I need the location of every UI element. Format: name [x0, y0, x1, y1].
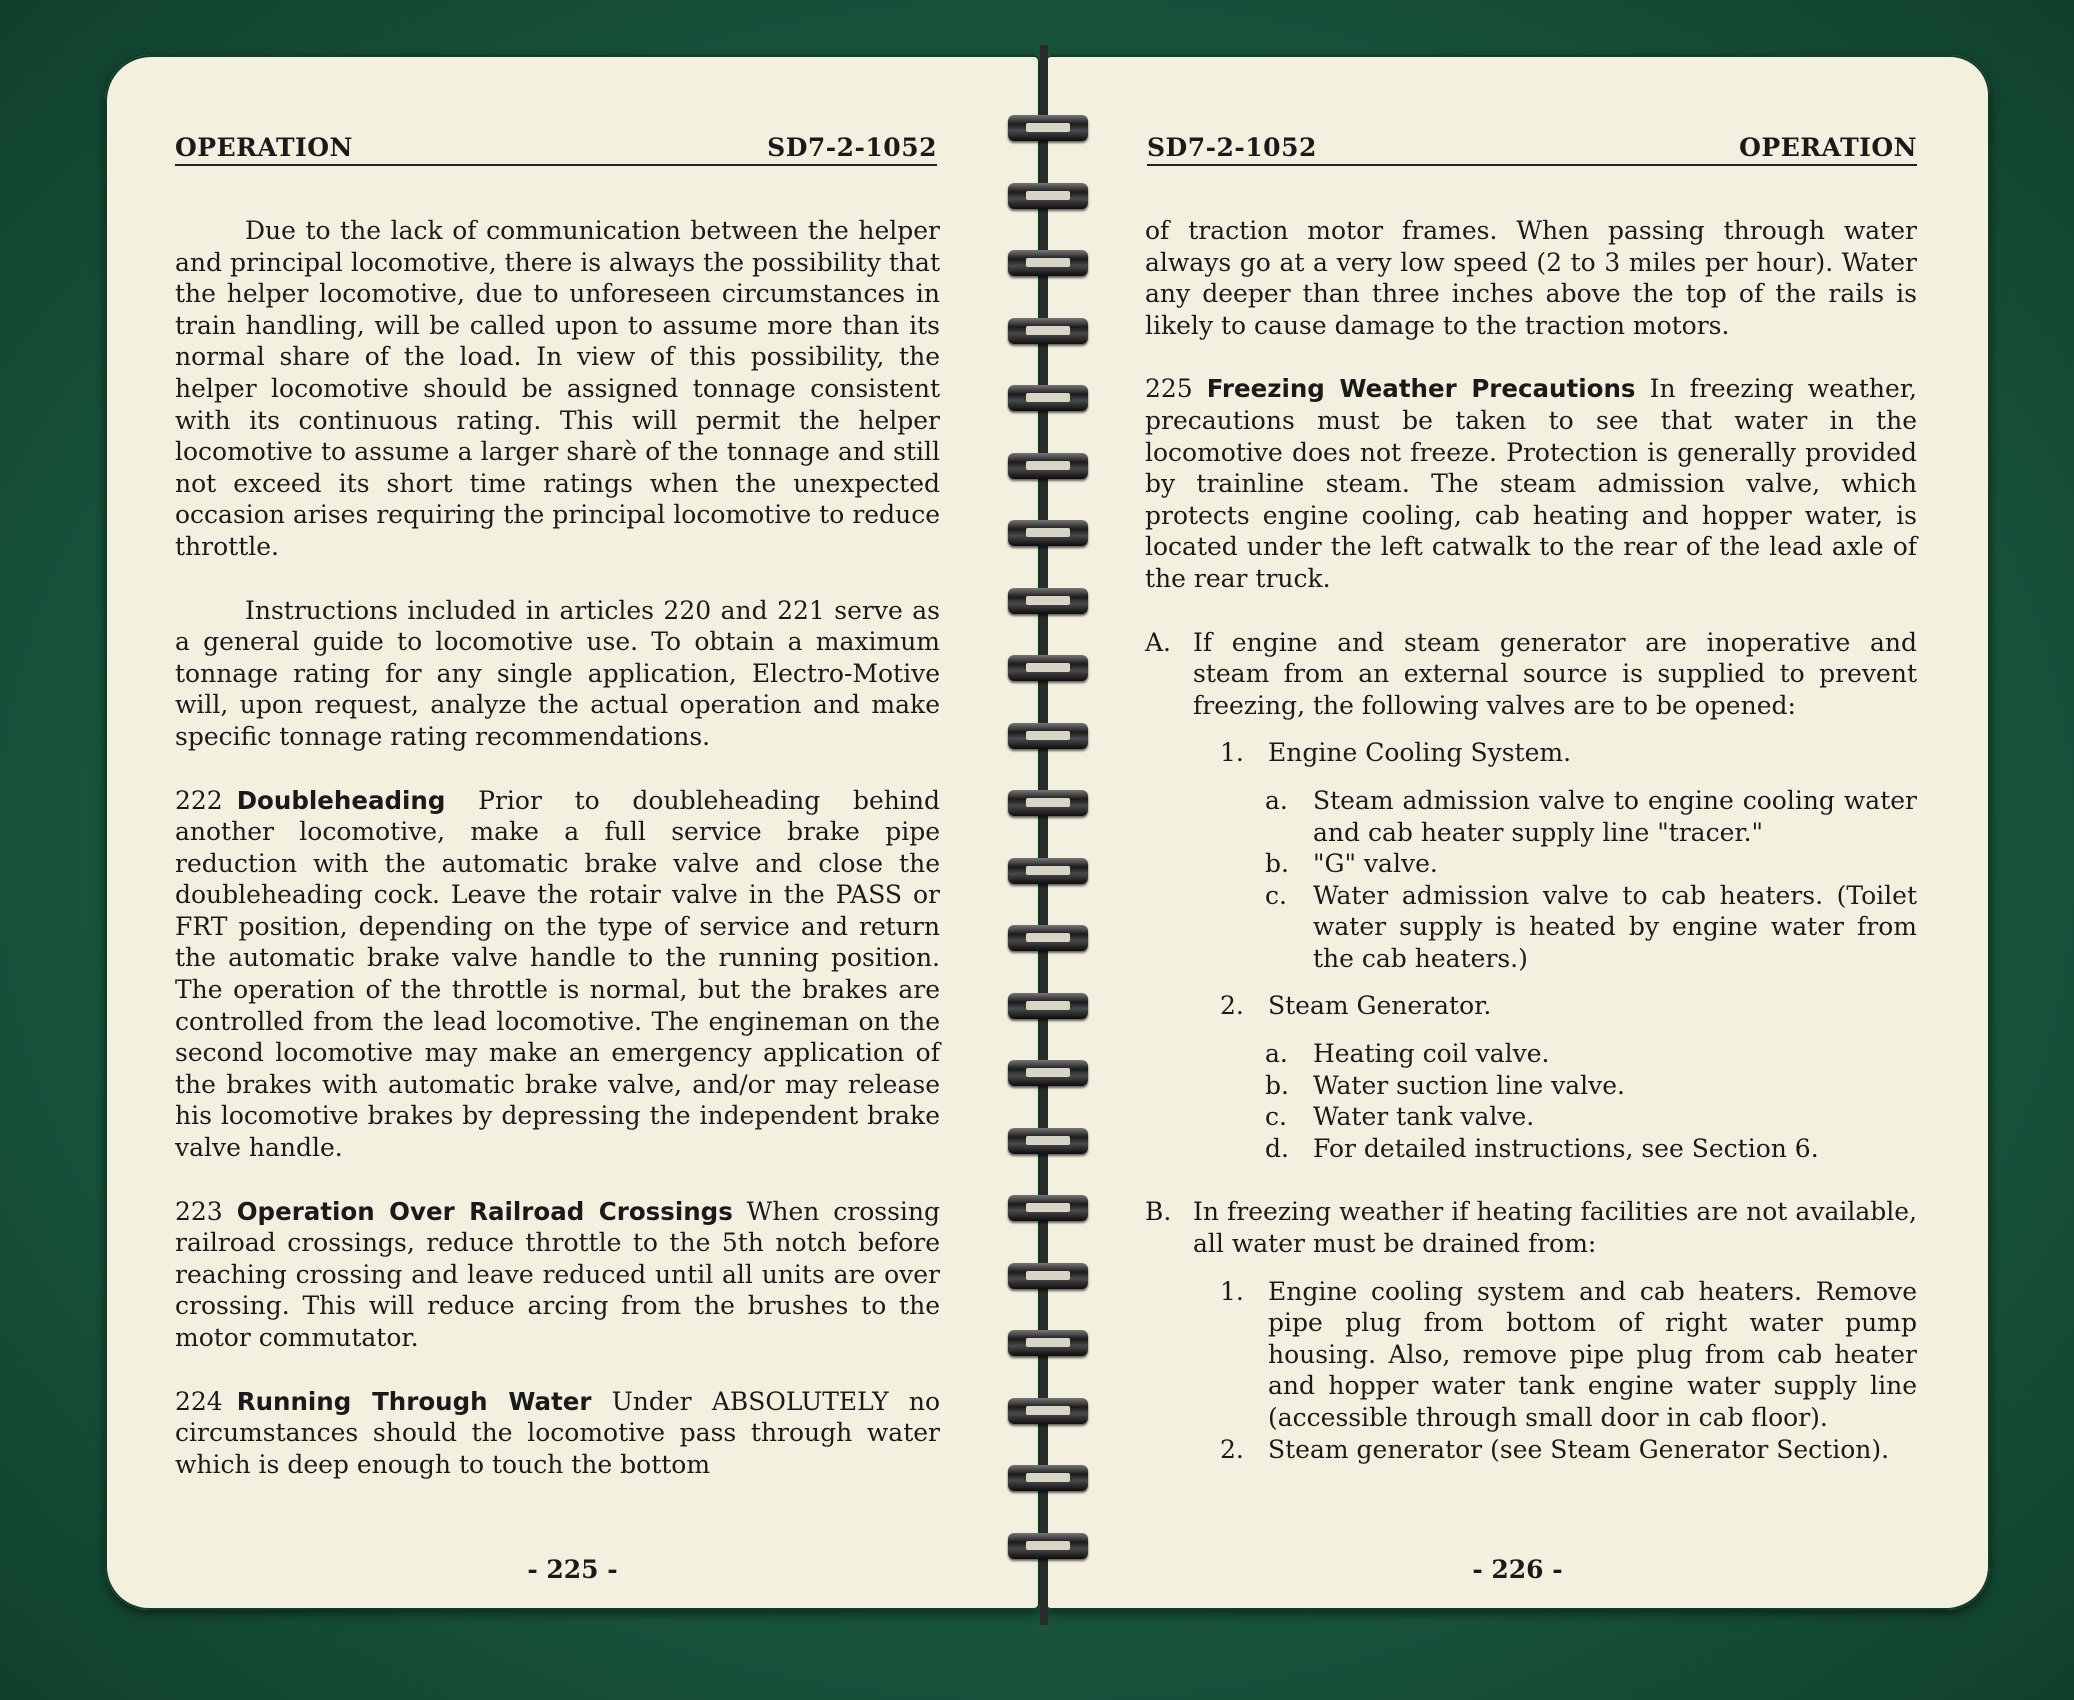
list-key: 1.	[1220, 1276, 1244, 1306]
spiral-ring	[1008, 183, 1088, 209]
section-title: Running Through Water	[236, 1386, 592, 1416]
paragraph-instructions: Instructions included in articles 220 and 221 serve as a general guide to locomotive use. To obtain a maximum tonnage rating for any single application, Electro-Motive will, upon request, analyze the actual operation and make specific tonnage rating recommendations.	[175, 595, 940, 751]
list-item-A2	[1220, 990, 1917, 1022]
left-page	[105, 55, 1040, 1610]
section-225	[1145, 373, 1917, 594]
spiral-ring	[1008, 318, 1088, 344]
binding-spine	[1040, 45, 1048, 1625]
list-A2-subitems	[1265, 1038, 1917, 1164]
right-page	[1045, 55, 1990, 1610]
section-number: 223	[175, 1196, 223, 1226]
spiral-ring	[1008, 520, 1088, 546]
section-title: Freezing Weather Precautions	[1206, 374, 1636, 404]
section-text: In freezing weather, precautions must be taken to see that water in the locomotive does not freeze. Protection is generally provided by trainline steam. The steam admission valve, which protects engine cooling, cab heating and hopper water, is located under the left catwalk to the rear of the lead axle of the rear truck.	[1145, 374, 1917, 593]
spiral-ring	[1008, 993, 1088, 1019]
spiral-ring	[1008, 1128, 1088, 1154]
list-text: Water admission valve to cab heaters. (Toilet water supply is heated by engine water from the cab heaters.)	[1313, 880, 1917, 973]
page-number: - 225 -	[527, 1555, 618, 1584]
list-item-A2b	[1265, 1070, 1917, 1102]
list-key: A.	[1145, 627, 1172, 657]
list-key: b.	[1265, 849, 1289, 879]
right-page-content	[1145, 215, 1917, 1465]
list-text: If engine and steam generator are inoperative and steam from an external source is supplied to prevent freezing, the following valves are to be opened:	[1193, 627, 1917, 720]
list-key: 2.	[1220, 1434, 1244, 1464]
list-item-A	[1145, 627, 1917, 722]
spiral-ring	[1008, 1398, 1088, 1424]
list-key: a.	[1265, 785, 1288, 815]
list-text: Engine Cooling System.	[1268, 738, 1572, 768]
header-section-title: OPERATION	[175, 133, 353, 162]
section-224	[175, 1386, 940, 1481]
paragraph-helper-locomotive: Due to the lack of communication between the helper and principal locomotive, there is always the possibility that the helper locomotive, due to unforeseen circumstances in train handling, will be called upon to assume more than its normal share of the load. In view of this possibility, the helper locomotive should be assigned tonnage consistent with its continuous rating. This will permit the helper locomotive to assume a larger sharè of the tonnage and still not exceed its short time ratings when the unexpected occasion arises requiring the principal locomotive to reduce throttle.	[175, 216, 940, 561]
spiral-ring	[1008, 1330, 1088, 1356]
list-A1-subitems	[1265, 785, 1917, 975]
list-text: Water tank valve.	[1313, 1102, 1535, 1132]
section-number: 222	[175, 785, 223, 815]
header-doc-code: SD7-2-1052	[767, 133, 937, 162]
spiral-ring	[1008, 723, 1088, 749]
spiral-ring	[1008, 453, 1088, 479]
list-item-A1a	[1265, 785, 1917, 848]
list-item-B2	[1220, 1434, 1917, 1466]
spiral-ring	[1008, 1060, 1088, 1086]
spiral-ring	[1008, 1465, 1088, 1491]
list-item-B	[1145, 1196, 1917, 1259]
list-item-A2a	[1265, 1038, 1917, 1070]
list-key: c.	[1265, 880, 1287, 910]
list-B-subitems	[1220, 1276, 1917, 1466]
list-text: Heating coil valve.	[1313, 1039, 1550, 1069]
left-page-content	[175, 215, 940, 1512]
spiral-ring	[1008, 250, 1088, 276]
header-section-title: OPERATION	[1739, 133, 1917, 162]
list-text: For detailed instructions, see Section 6.	[1313, 1133, 1819, 1163]
header-doc-code: SD7-2-1052	[1147, 133, 1317, 162]
list-item-A1	[1220, 737, 1917, 769]
spiral-ring	[1008, 790, 1088, 816]
section-text: Prior to doubleheading behind another locomotive, make a full service brake pipe reduction with the automatic brake valve and close the doubleheading cock. Leave the rotair valve in the PASS or FRT position, depending on the type of service and return the automatic brake valve handle to the running position. The operation of the throttle is normal, but the brakes are controlled from the lead locomotive. The engineman on the second locomotive may make an emergency application of the brakes with automatic brake valve, and/or may release his locomotive brakes by depressing the independent brake valve handle.	[175, 785, 941, 1163]
spiral-ring	[1008, 1533, 1088, 1559]
section-223	[175, 1196, 940, 1354]
list-text: Water suction line valve.	[1313, 1070, 1625, 1100]
spiral-ring	[1008, 115, 1088, 141]
section-text: When crossing railroad crossings, reduce throttle to the 5th notch before reaching crossing and leave reduced until all units are over crossing. This will reduce arcing from the brushes to the motor commutator.	[175, 1196, 941, 1352]
list-key: b.	[1265, 1070, 1289, 1100]
list-item-B1	[1220, 1276, 1917, 1434]
spiral-ring	[1008, 925, 1088, 951]
list-item-A1c	[1265, 880, 1917, 975]
paragraph-continued: of traction motor frames. When passing through water always go at a very low speed (2 to 3 miles per hour). Water any deeper than three inches above the top of the rails is likely to cause damage to the traction motors.	[1145, 216, 1917, 340]
list-text: Steam admission valve to engine cooling water and cab heater supply line "tracer."	[1313, 785, 1917, 847]
list-item-A2c	[1265, 1101, 1917, 1133]
spiral-ring	[1008, 588, 1088, 614]
list-item-A2d	[1265, 1133, 1917, 1165]
list-key: d.	[1265, 1133, 1289, 1163]
section-title: Doubleheading	[236, 785, 446, 815]
list-text: Steam Generator.	[1268, 991, 1492, 1021]
section-number: 225	[1145, 374, 1193, 404]
right-page-header	[1147, 133, 1917, 166]
section-222	[175, 785, 940, 1164]
section-text: Under ABSOLUTELY no circumstances should the locomotive pass through water which is deep enough to touch the bottom	[175, 1386, 940, 1479]
section-number: 224	[175, 1386, 223, 1416]
spiral-ring	[1008, 1195, 1088, 1221]
list-text: Engine cooling system and cab heaters. Remove pipe plug from bottom of right water pump housing. Also, remove pipe plug from cab heater and hopper water tank engine water supply line (accessible through small door in cab floor).	[1268, 1276, 1917, 1432]
list-text: In freezing weather if heating facilities are not available, all water must be drained from:	[1193, 1197, 1917, 1259]
page-number: - 226 -	[1472, 1555, 1563, 1584]
spiral-ring	[1008, 1263, 1088, 1289]
list-text: Steam generator (see Steam Generator Section).	[1268, 1434, 1890, 1464]
spiral-ring	[1008, 858, 1088, 884]
list-text: "G" valve.	[1313, 849, 1438, 879]
list-key: 2.	[1220, 991, 1244, 1021]
list-key: 1.	[1220, 738, 1244, 768]
list-key: c.	[1265, 1102, 1287, 1132]
list-item-A1b	[1265, 848, 1917, 880]
left-page-header	[175, 133, 937, 166]
section-title: Operation Over Railroad Crossings	[236, 1196, 733, 1226]
list-key: B.	[1145, 1197, 1172, 1227]
spiral-ring	[1008, 385, 1088, 411]
spiral-ring	[1008, 655, 1088, 681]
list-key: a.	[1265, 1039, 1288, 1069]
